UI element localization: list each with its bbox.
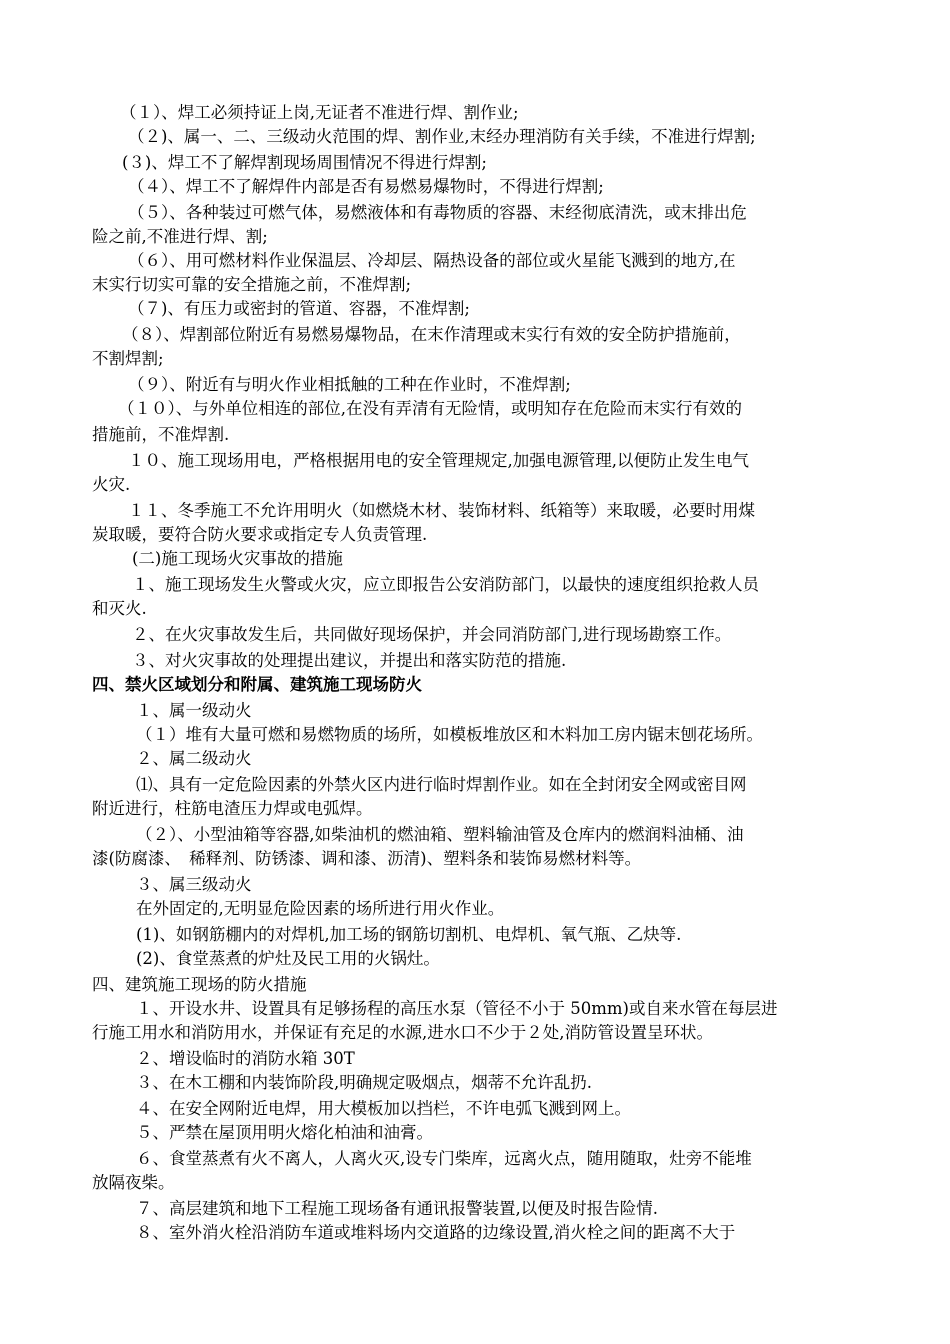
text-line: （２)、属一、二、三级动火范围的焊、割作业,末经办理消防有关手续，不准进行焊割; [128,127,756,146]
text-line: 末实行切实可靠的安全措施之前，不准焊割; [92,275,412,294]
text-line: １１、冬季施工不允许用明火（如燃烧木材、装饰材料、纸箱等）来取暖，必要时用煤 [128,501,755,520]
text-line: （５）、各种装过可燃气体，易燃液体和有毒物质的容器、末经彻底清洗，或末排出危 [128,203,747,222]
text-line: (３)、焊工不了解焊割现场周围情况不得进行焊割; [122,153,487,172]
text-line: ２、增设临时的消防水箱 30T [136,1049,355,1068]
text-line: (1)、如钢筋棚内的对焊机,加工场的钢筋切割机、电焊机、氧气瓶、乙炔等. [136,925,682,944]
text-line: （１０）、与外单位相连的部位,在没有弄清有无险情，或明知存在危险而末实行有效的 [118,399,742,418]
text-line: 漆(防腐漆、 稀释剂、防锈漆、调和漆、沥清)、塑料条和装饰易燃材料等。 [92,849,642,868]
text-line: 不割焊割; [92,349,164,368]
text-line: 和灭火. [92,599,147,618]
text-line: ３、属三级动火 [136,875,252,894]
text-line: （６）、用可燃材料作业保温层、冷却层、隔热设备的部位或火星能飞溅到的地方,在 [128,251,736,270]
text-line: ６、食堂蒸煮有火不离人，人离火灭,设专门柴库，远离火点，随用随取，灶旁不能堆 [136,1149,752,1168]
section-subheading: (二)施工现场火灾事故的措施 [132,549,343,568]
text-line: （１）、焊工必须持证上岗,无证者不准进行焊、割作业; [120,103,519,122]
text-line: 炭取暖，要符合防火要求或指定专人负责管理. [92,525,428,544]
text-line: ４、在安全网附近电焊，用大模板加以挡栏，不许电弧飞溅到网上。 [136,1099,631,1118]
text-line: ７、高层建筑和地下工程施工现场备有通讯报警装置,以便及时报告险情. [136,1199,658,1218]
text-line: （７)、有压力或密封的管道、容器，不准焊割; [128,299,470,318]
text-line: 险之前,不准进行焊、割; [92,227,268,246]
text-line: （４）、焊工不了解焊件内部是否有易燃易爆物时，不得进行焊割; [128,177,604,196]
text-line: 附近进行，柱筋电渣压力焊或电弧焊。 [92,799,373,818]
text-line: ⑴、具有一定危险因素的外禁火区内进行临时焊割作业。如在全封闭安全网或密目网 [136,775,747,794]
text-line: １、属一级动火 [136,701,252,720]
text-line: １、施工现场发生火警或火灾，应立即报告公安消防部门，以最快的速度组织抢救人员 [132,575,759,594]
text-line: ８、室外消火栓沿消防车道或堆料场内交道路的边缘设置,消火栓之间的距离不大于 [136,1223,736,1242]
text-line: １０、施工现场用电，严格根据用电的安全管理规定,加强电源管理,以便防止发生电气 [128,451,749,470]
text-line: 行施工用水和消防用水，并保证有充足的水源,进水口不少于２处,消防管设置呈环状。 [92,1023,713,1042]
text-line: （２）、小型油箱等容器,如柴油机的燃油箱、塑料输油管及仓库内的燃润料油桶、油 [136,825,744,844]
text-line: ５、严禁在屋顶用明火熔化柏油和油膏。 [136,1123,433,1142]
section-heading: 四、禁火区域划分和附属、建筑施工现场防火 [92,675,422,694]
text-line: ３、在木工棚和内装饰阶段,明确规定吸烟点，烟蒂不允许乱扔. [136,1073,592,1092]
text-line: ２、属二级动火 [136,749,252,768]
text-line: 放隔夜柴。 [92,1173,175,1192]
text-line: （８）、焊割部位附近有易燃易爆物品，在末作清理或末实行有效的安全防护措施前， [122,325,741,344]
text-line: (2)、食堂蒸煮的炉灶及民工用的火锅灶。 [136,949,440,968]
section-heading: 四、建筑施工现场的防火措施 [92,975,307,994]
text-line: ３、对火灾事故的处理提出建议，并提出和落实防范的措施. [132,651,567,670]
text-line: 措施前，不准焊割. [92,425,230,444]
text-line: 在外固定的,无明显危险因素的场所进行用火作业。 [136,899,505,918]
text-line: 火灾. [92,475,131,494]
text-line: （９）、附近有与明火作业相抵触的工种在作业时，不准焊割; [128,375,571,394]
text-line: ２、在火灾事故发生后，共同做好现场保护，并会同消防部门,进行现场勘察工作。 [132,625,732,644]
text-line: １、开设水井、设置具有足够扬程的高压水泵（管径不小于 50mm)或自来水管在每层进 [136,999,778,1018]
text-line: （１）堆有大量可燃和易燃物质的场所，如模板堆放区和木料加工房内锯末刨花场所。 [136,725,763,744]
